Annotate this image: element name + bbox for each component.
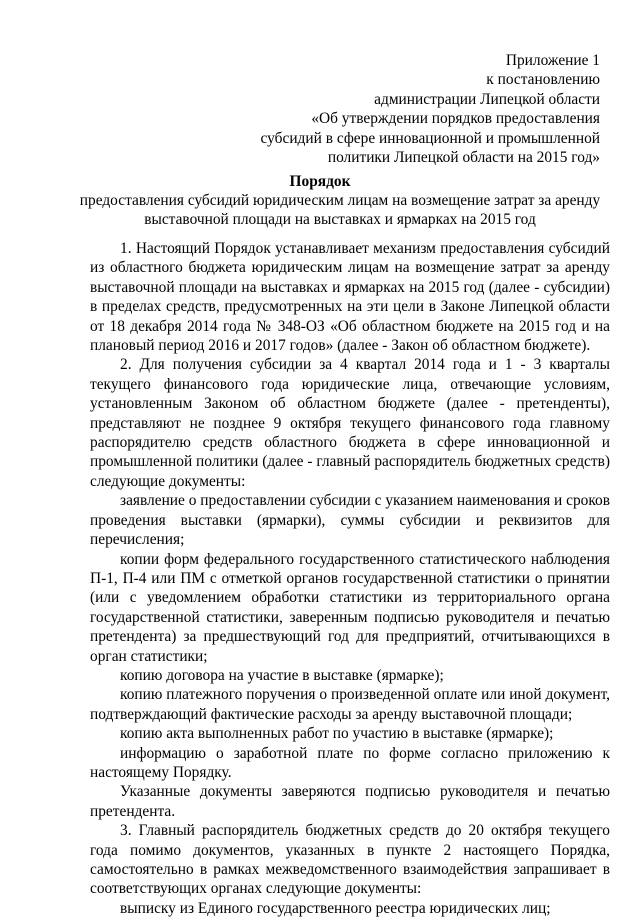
paragraph: выписку из Единого государственного реестра юридических лиц; [120,899,551,917]
paragraph: копию платежного поручения о произведенной оплате или иной документ, подтверждающий фактические расходы за аренду выставочной площади; [90,686,610,723]
paragraph: 3. Главный распорядитель бюджетных средств до 20 октября текущего года помимо документов, указанных в пункте 2 настоящего Порядка, самостоятельно в рамках межведомственного взаимодействия запрашивает в соответствующих органах следующие документы: [90,822,610,898]
paragraph: заявление о предоставлении субсидии с указанием наименования и сроков проведения выставки (ярмарки), суммы субсидии и реквизитов для перечисления; [90,492,610,549]
paragraph: копию акта выполненных работ по участию в выставке (ярмарке); [120,725,554,743]
annex-line: политики Липецкой области на 2015 год» [327,149,600,167]
document-title: Порядок [289,173,351,190]
annex-line: к постановлению [486,71,600,89]
document-subtitle: предоставления субсидий юридическим лицам на возмещение затрат за аренду выставочной площади на выставках и ярмарках на 2015 год [79,192,601,229]
annex-line: администрации Липецкой области [374,90,600,108]
annex-line: «Об утверждении порядков предоставления [311,110,600,128]
paragraph: информацию о заработной плате по форме согласно приложению к настоящему Порядку. [90,744,610,781]
annex-line: Приложение 1 [505,52,600,69]
paragraph: Указанные документы заверяются подписью руководителя и печатью претендента. [90,783,610,820]
paragraph: 2. Для получения субсидии за 4 квартал 2014 года и 1 - 3 кварталы текущего финансового года юридические лица, отвечающие условиям, установленным Законом об областном бюджете (далее - претенденты), представляют не позднее 9 октября текущего финансового года главному распорядителю средств областного бюджета в сфере инновационной и промышленной политики (далее - главный распорядитель бюджетных средств) следующие документы: [90,356,610,490]
document-body [90,239,610,918]
paragraph: копии форм федерального государственного статистического наблюдения П-1, П-4 или ПМ с отметкой органов государственной статистики о принятии (или с уведомлением обработки статистики из территориального органа государственной статистики, заверенным подписью руководителя и печатью претендента) за предшествующий год для предприятий, отчитывающихся в орган статистики; [90,550,610,665]
annex-line: субсидий в сфере инновационной и промышленной [260,129,600,147]
paragraph: 1. Настоящий Порядок устанавливает механизм предоставления субсидий из областного бюджета юридическим лицам на возмещение затрат за аренду выставочной площади на выставках и ярмарках на 2015 год (далее - субсидии) в пределах средств, предусмотренных на эти цели в Законе Липецкой области от 18 декабря 2014 года № 348-ОЗ «Об областном бюджете на 2015 год и на плановый период 2016 и 2017 годов» (далее - Закон об областном бюджете). [90,240,610,355]
annex-header [261,51,600,167]
paragraph: копию договора на участие в выставке (ярмарке); [120,666,444,684]
